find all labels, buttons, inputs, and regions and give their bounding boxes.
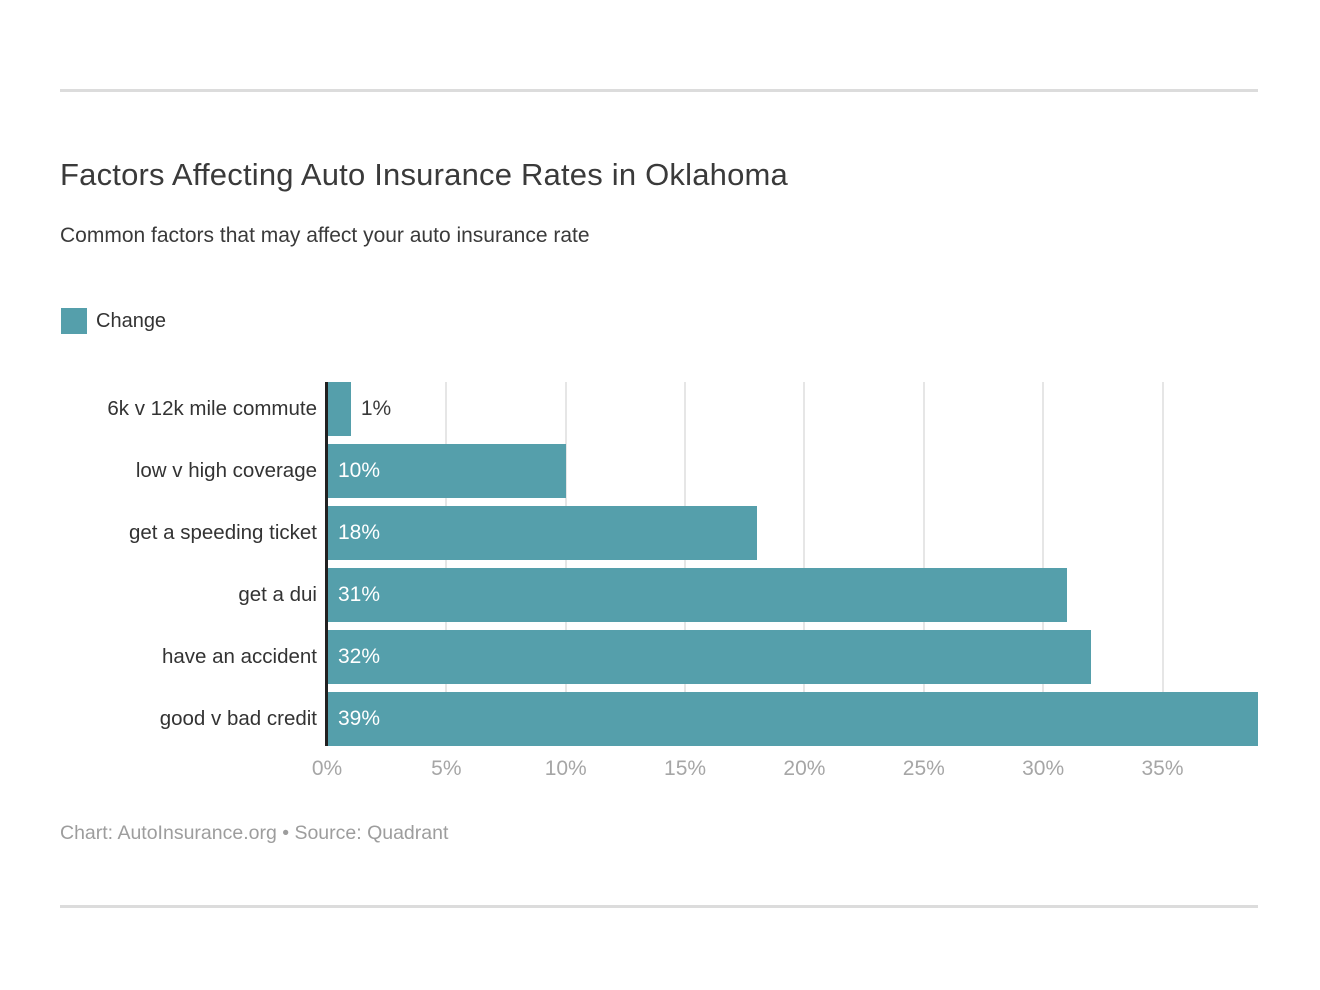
plot-area [327, 382, 1258, 746]
bar [327, 382, 351, 436]
page-subtitle: Common factors that may affect your auto insurance rate [60, 224, 590, 247]
axis-tick-label: 35% [1141, 757, 1184, 780]
category-label: get a speeding ticket [128, 521, 317, 544]
value-label: 31% [338, 583, 381, 606]
value-label: 18% [338, 521, 381, 544]
legend-label: Change [96, 309, 167, 332]
axis-tick-label: 0% [311, 757, 343, 780]
axis-tick-label: 25% [902, 757, 945, 780]
value-label: 32% [338, 645, 381, 668]
axis-tick-label: 15% [664, 757, 707, 780]
value-label: 39% [338, 707, 381, 730]
bar [327, 568, 1067, 622]
legend [61, 308, 166, 334]
page-title: Factors Affecting Auto Insurance Rates in Oklahoma [60, 157, 788, 192]
category-label: have an accident [161, 645, 317, 668]
category-label: get a dui [238, 583, 317, 606]
value-label: 10% [338, 459, 381, 482]
category-label: 6k v 12k mile commute [107, 397, 317, 420]
bar [327, 630, 1091, 684]
zero-axis-line [325, 382, 328, 746]
top-divider [60, 89, 1258, 92]
axis-tick-label: 10% [544, 757, 587, 780]
bar [327, 692, 1258, 746]
bar [327, 506, 757, 560]
category-label: low v high coverage [135, 459, 317, 482]
legend-swatch [61, 308, 87, 334]
axis-tick-label: 30% [1022, 757, 1065, 780]
axis-tick-label: 5% [431, 757, 462, 780]
credit-line: Chart: AutoInsurance.org • Source: Quadrant [60, 822, 449, 844]
axis-tick-label: 20% [783, 757, 826, 780]
category-label: good v bad credit [159, 707, 317, 730]
bottom-divider [60, 905, 1258, 908]
value-label: 1% [360, 397, 392, 420]
bar [327, 444, 566, 498]
bar-chart [60, 382, 1258, 780]
